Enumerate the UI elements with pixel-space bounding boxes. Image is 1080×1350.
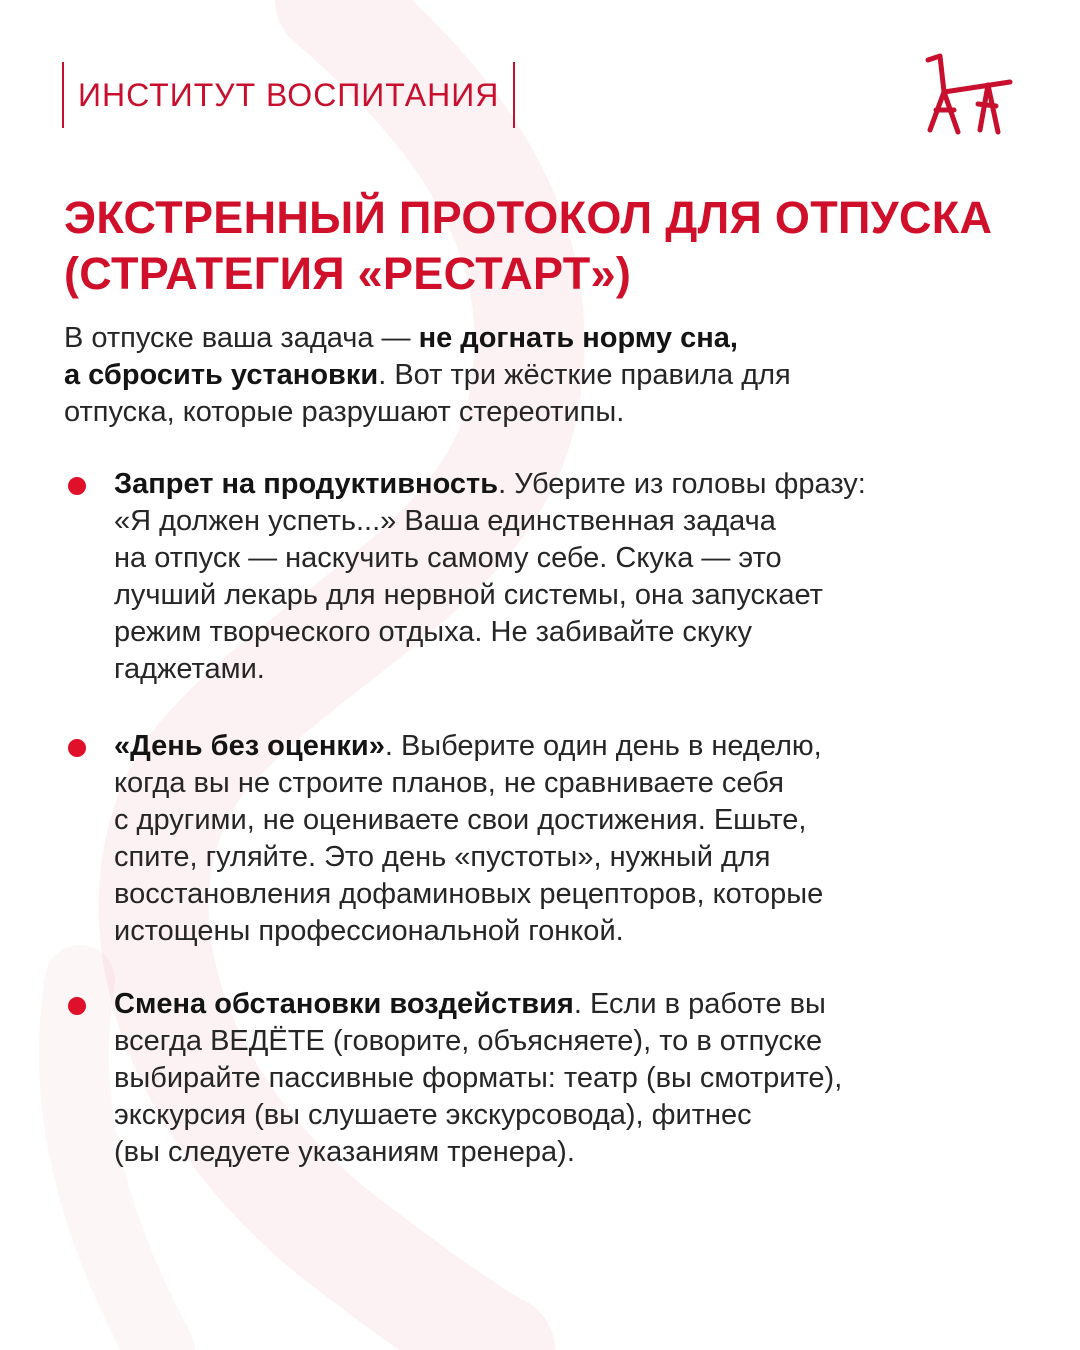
title-line-1: ЭКСТРЕННЫЙ ПРОТОКОЛ ДЛЯ ОТПУСКА (64, 192, 993, 243)
list-item-first-line (114, 986, 1024, 1023)
list-item-line: (вы следуете указаниям тренера). (114, 1136, 575, 1168)
list-item-line: когда вы не строите планов, не сравниваете себя (114, 767, 784, 799)
list-item-line: «Я должен успеть...» Ваша единственная задача (114, 505, 776, 537)
list-item-line: выбирайте пассивные форматы: театр (вы смотрите), (114, 1062, 843, 1094)
intro-line-2-bold: а сбросить установки (64, 359, 379, 391)
list-item-line: истощены профессиональной гонкой. (114, 915, 624, 947)
list-item (64, 728, 1024, 950)
list-item-first-line-text: . Если в работе вы (573, 988, 826, 1020)
intro-line-1 (64, 320, 1024, 357)
brand-header (62, 62, 515, 128)
list-item-text (114, 466, 1024, 688)
brand-divider-right (513, 62, 515, 128)
list-item-line: восстановления дофаминовых рецепторов, которые (114, 878, 824, 910)
list-item-heading: «День без оценки» (114, 730, 385, 762)
list-item-line: лучший лекарь для нервной системы, она запускает (114, 579, 823, 611)
list-item-first-line-text: . Уберите из головы фразу: (498, 468, 866, 500)
intro-line-2 (64, 357, 1024, 394)
list-item-heading: Запрет на продуктивность (114, 468, 499, 500)
list-item-line: спите, гуляйте. Это день «пустоты», нужный для (114, 841, 771, 873)
list-item-line: гаджетами. (114, 653, 265, 685)
list-item-heading: Смена обстановки воздействия (114, 988, 574, 1020)
bullet-dot-icon (68, 997, 86, 1015)
bullet-dot-icon (68, 477, 86, 495)
list-item (64, 466, 1024, 688)
bullet-dot-icon (68, 739, 86, 757)
list-item-line: с другими, не оцениваете свои достижения. Ешьте, (114, 804, 807, 836)
list-item-line: всегда ВЕДЁТЕ (говорите, объясняете), то в отпуске (114, 1025, 823, 1057)
list-item-first-line (114, 466, 1024, 503)
list-item (64, 986, 1024, 1171)
list-item-first-line (114, 728, 1024, 765)
list-item-line: на отпуск — наскучить самому себе. Скука — это (114, 542, 782, 574)
intro-line-3: отпуска, которые разрушают стереотипы. (64, 396, 625, 428)
list-item-text (114, 986, 1024, 1171)
list-item-line: режим творческого отдыха. Не забивайте скуку (114, 616, 752, 648)
intro-line-2-text: . Вот три жёсткие правила для (378, 359, 791, 391)
brand-name: ИНСТИТУТ ВОСПИТАНИЯ (78, 77, 500, 113)
list-item-line: экскурсия (вы слушаете экскурсовода), фитнес (114, 1099, 752, 1131)
chair-horse-logo-icon (918, 52, 1018, 136)
list-item-text (114, 728, 1024, 950)
intro-line-1-text: В отпуске ваша задача — (64, 322, 419, 354)
intro-line-1-bold: не догнать норму сна, (418, 322, 738, 354)
list-item-first-line-text: . Выберите один день в неделю, (384, 730, 822, 762)
intro-paragraph (64, 320, 1024, 431)
title-line-2: (СТРАТЕГИЯ «РЕСТАРТ») (64, 248, 632, 299)
page-title (64, 190, 1054, 302)
